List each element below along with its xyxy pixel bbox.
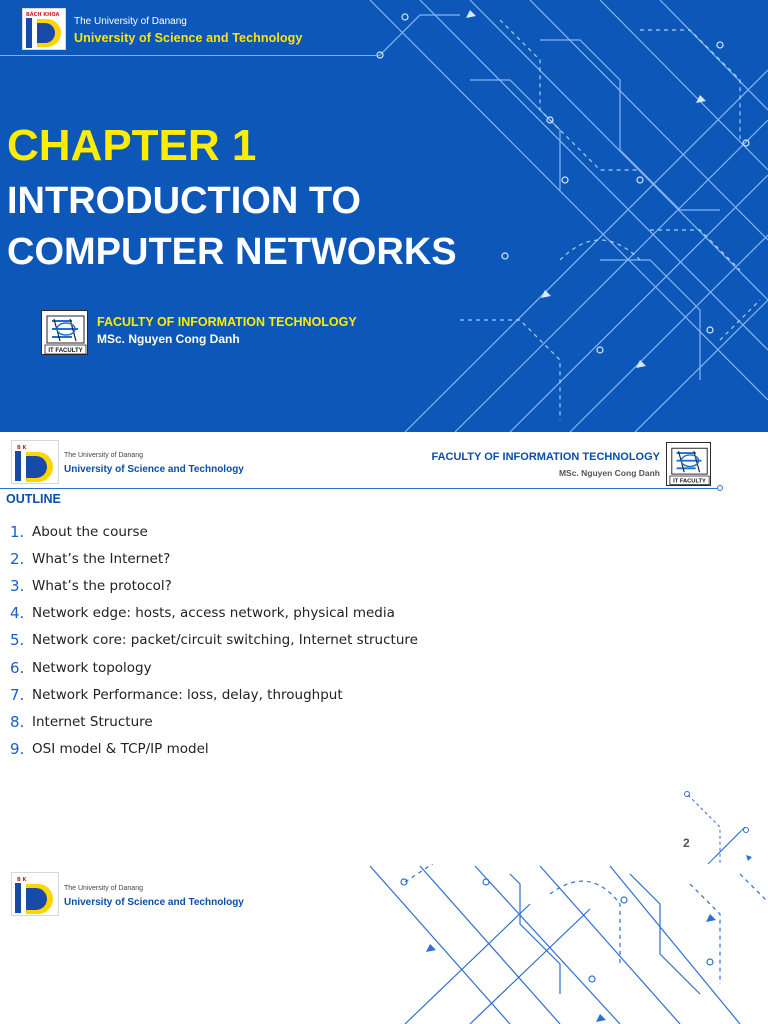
university-logo: [11, 440, 59, 484]
circuit-decoration: [360, 864, 768, 1024]
slide-title-line-1: INTRODUCTION TO: [7, 180, 361, 222]
it-faculty-logo: [41, 310, 88, 355]
it-faculty-icon: [667, 443, 712, 487]
university-name-small: The University of Danang: [64, 452, 143, 459]
list-item: [10, 736, 418, 763]
outline-list: [10, 518, 418, 763]
svg-text:B K: B K: [17, 445, 27, 451]
item-number: 4.: [10, 604, 25, 623]
divider-end-dot: [717, 485, 723, 491]
next-slide-preview: [0, 864, 768, 1024]
university-name-small: The University of Danang: [74, 16, 187, 27]
list-item: [10, 654, 418, 681]
list-item: [10, 518, 418, 545]
list-item: [10, 572, 418, 599]
university-logo-icon: [12, 441, 60, 485]
university-name: University of Science and Technology: [64, 897, 244, 908]
circuit-decoration: [660, 787, 768, 864]
item-text: Network core: packet/circuit switching, Internet structure: [32, 632, 418, 649]
list-item: [10, 708, 418, 735]
item-number: 6.: [10, 658, 25, 677]
outline-heading: OUTLINE: [6, 492, 61, 506]
item-text: About the course: [32, 523, 148, 540]
university-name: University of Science and Technology: [64, 464, 244, 475]
item-number: 8.: [10, 712, 25, 731]
slide-title: [7, 176, 567, 278]
faculty-name: FACULTY OF INFORMATION TECHNOLOGY: [431, 451, 660, 463]
item-number: 1.: [10, 522, 25, 541]
university-name: University of Science and Technology: [74, 31, 303, 45]
item-text: What’s the protocol?: [32, 577, 172, 594]
list-item: [10, 627, 418, 654]
header-divider: [0, 55, 380, 56]
item-number: 3.: [10, 576, 25, 595]
author-name: MSc. Nguyen Cong Danh: [558, 468, 660, 478]
faculty-name: FACULTY OF INFORMATION TECHNOLOGY: [97, 315, 357, 329]
outline-slide: [0, 432, 768, 864]
chapter-label: CHAPTER 1: [7, 121, 257, 170]
item-text: Internet Structure: [32, 713, 153, 730]
svg-text:B K: B K: [17, 877, 27, 883]
item-number: 9.: [10, 740, 25, 759]
item-number: 2.: [10, 549, 25, 568]
list-item: [10, 600, 418, 627]
item-text: What’s the Internet?: [32, 550, 171, 567]
university-logo: [22, 8, 66, 50]
it-faculty-logo: [666, 442, 711, 486]
logo-text: BÁCH KHOA: [26, 12, 60, 18]
item-number: 5.: [10, 631, 25, 650]
it-logo-text: IT FACULTY: [48, 348, 83, 354]
university-logo: [11, 872, 59, 916]
item-text: OSI model & TCP/IP model: [32, 741, 209, 758]
it-faculty-icon: [42, 311, 89, 356]
item-text: Network Performance: loss, delay, throughput: [32, 686, 343, 703]
page-number: 2: [683, 836, 690, 850]
slide-title-line-2: COMPUTER NETWORKS: [7, 231, 457, 273]
header-divider: [0, 488, 720, 489]
item-text: Network edge: hosts, access network, physical media: [32, 605, 395, 622]
university-name-small: The University of Danang: [64, 885, 143, 892]
it-logo-text: IT FACULTY: [673, 478, 706, 485]
item-number: 7.: [10, 685, 25, 704]
item-text: Network topology: [32, 659, 152, 676]
author-name: MSc. Nguyen Cong Danh: [97, 332, 240, 346]
list-item: [10, 545, 418, 572]
university-logo-icon: [12, 873, 60, 917]
list-item: [10, 681, 418, 708]
cover-slide: [0, 0, 768, 432]
